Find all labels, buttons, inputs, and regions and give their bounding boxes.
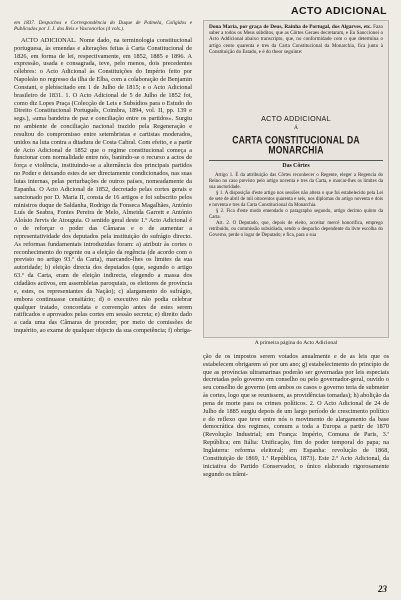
facsimile-preamble-title: Dona Maria, por graça de Deus, Rainha de Portugal, dos Algarves, etc. xyxy=(209,24,372,30)
facsimile-article: § 1. A disposição d'este artigo nos sessões não altera o que foi estabelecido pela Lei de sete de abril de mil oitocentos quarenta e seis, nos diplomas do artigo noventa e dois e noventa e tres da Carta Constitucional da Monarchia. xyxy=(209,191,383,209)
facsimile-subheading: Á xyxy=(294,124,298,131)
facsimile-article: Art. 2. O Deputado, que, depois de eleito, acceitar mercê honorifica, emprego retribuido, ou commissão subsidiada, sendo o despacho dependente da livre escolha do Governo, perde o logar de Deputado; e fica, para o sua xyxy=(209,221,383,239)
running-head: ACTO ADICIONAL xyxy=(290,5,387,17)
facsimile-rule xyxy=(209,160,383,161)
facsimile-heading: ACTO ADDICIONAL xyxy=(261,114,331,124)
facsimile-main-title: CARTA CONSTITUCIONAL DA MONARCHIA xyxy=(232,133,360,156)
article-body-right: ção de os impostos serem votados anualmente e de as leis que os estabelecem obrigarem só por um ano; g) estabelecimento do princípio de que as províncias ultramarinas poderão ser governadas por leis especiais decretadas pelo governo em conselho ou pelo governador-geral, ouvido o seu conselho de governo (em ambos os casos o governo teria de submeter às cortes, logo que se reunissem, as providências tomadas); h) abolição da pena de morte para os crimes políticos. 2. O Acto Adicional de 24 de Julho de 1885 surgiu depois de um largo período de crescimento político e do reflexo que teve entre nós o movimento de alargamento da base democrática dos regimes, comum a toda a Europa a partir de 1870 (Revolução Industrial; em França: Império, Comuna de Paris, 3.ª República; em Itália: Unificação, fim do poder temporal do papa; na Inglaterra: reforma eleitoral; em Espanha: revolução de 1868, Constituição de 1869, 1.ª República, 1873). Este 2.º Acto Adicional, da iniciativa do Partido Conservador, o único elaborado rigorosamente segundo os trâmi- xyxy=(203,352,389,478)
page-number: 23 xyxy=(378,584,387,594)
preceding-note: em 1837. Despachos e Correspondência do Duque de Palmela, Coligidos e Publicados por J. J. dos Reis e Vasconcelos (4 vols.). xyxy=(14,20,192,33)
facsimile-article: § 2. Fica d'este modo emendado o paragrapho segundo, artigo decimo quinto da Carta. xyxy=(209,209,383,221)
facsimile-image xyxy=(203,20,389,338)
facsimile-preamble-text: Fazo saber a todos os Meus súbditos, que as Côrtes Geraes decretaram, e Eu Sanccionei o Acto Addicional abaixo transcripto, que, no conformidade com o que determina o artigo cento quarenta e tres da Carta Constitucional da Monarchia, fica junto à Constituição do Estado, e é do theor seguinte: xyxy=(209,24,383,55)
facsimile-section-title: Das Côrtes xyxy=(282,163,310,170)
left-column xyxy=(14,20,192,335)
facsimile-preamble xyxy=(209,24,383,55)
facsimile-caption: A primeira página do Acto Adicional xyxy=(254,340,338,346)
facsimile-article: Artigo 1. É da attribuição das Côrtes reconhecer o Regente, eleger a Regencia do Reino no caso previsto pelo artigo noventa e tres da Carta, e marcar-lhes os limites da sua auctoridade. xyxy=(209,173,383,191)
right-column xyxy=(203,20,389,478)
article-body-left: ACTO ADICIONAL. Nome dado, na terminologia constitucional portuguesa, às emendas e alterações feitas à Carta Constitucional de 1826, em forma de lei, respectivamente, em 1852, 1885 e 1896. A expressão, usada e consagrada, teve, pelo menos, dois precedentes célebres: o Acto Adicional às Constituições do Império feito por Napoleão no regresso da ilha de Elba, com a colaboração de Benjamin Constant, e plebiscitado em 1 de Julho de 1815; e o Acto Adicional brasileiro de 1831. 1. O Acto Adicional de 5 de Julho de 1852 foi, como diz Lopes Praça (Colecção de Leis e Subsídios para o Estudo do Direito Constitucional Português, Coimbra, 1894, vol. II, pp. 139 e segs.), «uma bandeira de paz e conciliação entre os partidos». Surgiu no ambiente de conciliação nacional trazido pela Regeneração e resultou do compromisso entre setembristas e cartistas moderados, unidos na luta contra a ditadura de Costa Cabral. Com efeito, e a partir de Acto Adicional de 1852 que o regime constitucional começa a funcionar com normalidade entre nós, banindo-se o recurso a actos de força e violência, instituindo-se a alternância dos principais partidos no Poder e deixando estes de ser directamente condicionados, nas suas lutas internas, pelas perturbações de outros países, nomeadamente da Espanha. O Acto Adicional de 1852, decretado pelas cortes gerais e sancionado por D. Maria II, consta de 16 artigos e foi subscrito pelos ministros duque de Saldanha, Rodrigo da Fonseca Magalhães, António Luís de Seabra, Fontes Pereira de Melo, Almeida Garrett e António Aloísio Jervis de Atouguia. O sentido geral deste 1.º Acto Adicional é o de reforçar o poder das Câmaras e o de aumentar a representatividade dos deputados pela instituição do sufrágio directo. As reformas fundamentais introduzidas foram: a) atribuir às cortes o reconhecimento do regente ou a eleição da regência (de acordo com o previsto no artigo 93.º da Carta), marcando-lhes os limites da sua autoridade; b) eleição directa dos deputados (que, segundo o artigo 63.º da Carta, eram de eleição indirecta, elegendo a massa dos cidadãos activos, em assembleias paroquiais, os eleitores de província e, estes, os representantes da Nação); c) alargamento do sufrágio, embora continuasse censitário; d) o executivo não podia celebrar qualquer tratado, concordata e convenção antes de estes serem ratificados e aprovados pelas cortes em sessão secreta; e) direito dado a cada uma das Câmaras de proceder, por meio de comissões de inquérito, ao exame de qualquer objecto da sua competência; f) obriga- xyxy=(14,36,192,335)
